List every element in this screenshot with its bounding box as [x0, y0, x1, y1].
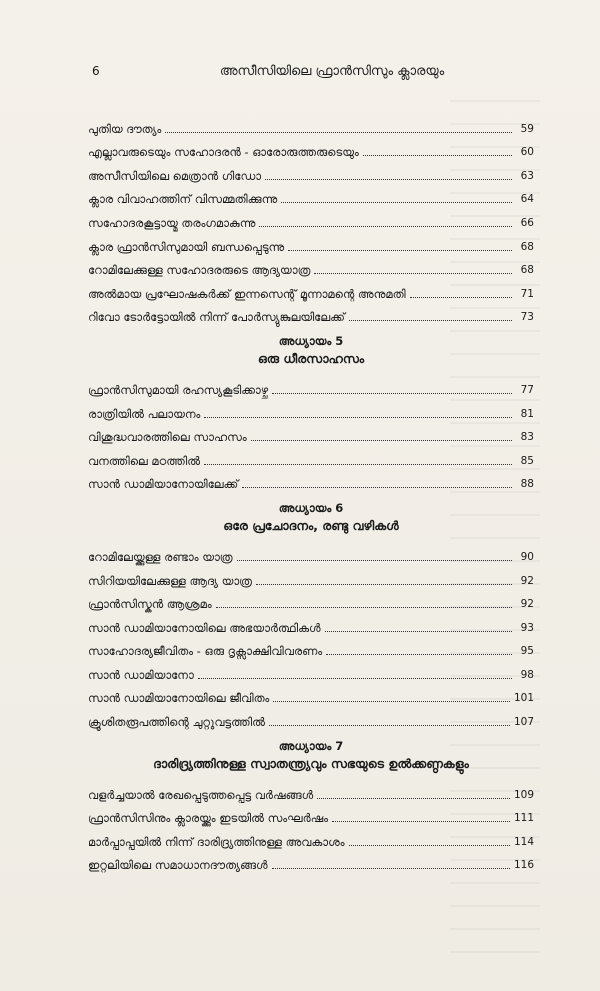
toc-entry: [88, 277, 534, 301]
book-title: അസീസിയിലെ ഫ്രാൻസിസും ക്ലാരയും: [219, 64, 445, 79]
running-head: [92, 64, 532, 84]
toc-entry-title: ക്ലാര വിവാഹത്തിന് വിസമ്മതിക്കുന്നു: [88, 192, 278, 207]
toc-entry-title: ഇറ്റലിയിലെ സമാധാനദൗത്യങ്ങൾ: [88, 858, 268, 873]
toc-entry: [88, 802, 534, 826]
chapter-number: അധ്യായം 7: [278, 739, 344, 754]
toc-entry: [88, 611, 534, 635]
toc-entry-page: 68: [520, 264, 534, 277]
toc-entry: [88, 682, 534, 706]
toc-entry-title: ഫ്രാൻസിസുമായി രഹസ്യകൂടിക്കാഴ്ച: [88, 382, 269, 397]
toc-entry-page: 83: [520, 431, 534, 444]
dot-leader: [363, 155, 512, 156]
toc-entry: [88, 301, 534, 325]
dot-leader: [259, 226, 512, 227]
dot-leader: [251, 440, 512, 441]
toc-entry-page: 68: [520, 240, 534, 253]
dot-leader: [332, 821, 510, 822]
dot-leader: [281, 202, 512, 203]
page-number: 6: [92, 64, 100, 78]
toc-entry-page: 63: [520, 169, 534, 182]
chapter-title: ഒരു ധീരസാഹസം: [257, 351, 365, 367]
toc-entry-title: ഫ്രാൻസിസിനും ക്ലാരയ്ക്കും ഇടയിൽ സംഘർഷം: [88, 811, 329, 826]
toc-entry-page: 60: [520, 146, 534, 159]
toc-entry-title: ക്ലാര ഫ്രാൻസിസുമായി ബന്ധപ്പെടുന്നു: [88, 239, 285, 254]
dot-leader: [325, 631, 512, 632]
toc-entry-page: 109: [513, 788, 534, 801]
toc-entry-page: 77: [520, 383, 534, 396]
toc-entry: [88, 825, 534, 849]
toc-entry-title: ഫ്രാൻസിസ്കൻ ആശ്രമം: [88, 597, 212, 612]
dot-leader: [204, 417, 512, 418]
dot-leader: [242, 487, 512, 488]
toc-entry-page: 98: [520, 668, 534, 681]
dot-leader: [256, 584, 512, 585]
toc-entry: [88, 468, 534, 492]
toc-entry-title: രാത്രിയിൽ പലായനം: [88, 406, 201, 421]
chapter-number: അധ്യായം 6: [278, 501, 344, 516]
toc-entry: [88, 849, 534, 873]
toc-entry-page: 90: [520, 550, 534, 563]
toc-entry: [88, 159, 534, 183]
toc-entry-page: 111: [513, 812, 534, 825]
toc-entry-title: സാൻ ഡാമിയാനോയിലേക്ക്: [88, 477, 239, 492]
table-of-contents: [88, 112, 534, 872]
toc-entry-page: 73: [520, 311, 534, 324]
dot-leader: [272, 393, 512, 394]
toc-entry-title: പുതിയ ദൗത്യം: [88, 121, 162, 136]
toc-entry-page: 85: [520, 454, 534, 467]
toc-entry-title: വിശുദ്ധവാരത്തിലെ സാഹസം: [88, 430, 247, 445]
chapter-heading: [88, 334, 534, 369]
toc-entry: [88, 658, 534, 682]
toc-entry-page: 88: [520, 478, 534, 491]
dot-leader: [326, 654, 512, 655]
toc-entry-page: 71: [520, 287, 534, 300]
toc-entry-page: 107: [513, 716, 534, 729]
dot-leader: [273, 701, 510, 702]
toc-entry-title: സാൻ ഡാമിയാനോയിലെ അഭയാർത്ഥികൾ: [88, 620, 321, 635]
toc-entry-title: എല്ലാവരുടെയും സഹോദരൻ - ഓരോരുത്തരുടെയും: [88, 145, 359, 160]
toc-entry: [88, 230, 534, 254]
toc-entry: [88, 112, 534, 136]
toc-entry-page: 101: [513, 692, 534, 705]
toc-entry-page: 93: [520, 621, 534, 634]
toc-entry: [88, 421, 534, 445]
toc-entry: [88, 373, 534, 397]
dot-leader: [269, 725, 510, 726]
toc-entry-title: സാൻ ഡാമിയാനോയിലെ ജീവിതം: [88, 691, 270, 706]
dot-leader: [216, 607, 512, 608]
chapter-number: അധ്യായം 5: [278, 334, 344, 349]
toc-entry: [88, 444, 534, 468]
toc-entry-title: റിവോ ടോർട്ടോയിൽ നിന്ന് പോർസ്യുങ്കുലയിലേക്ക്: [88, 310, 345, 325]
dot-leader: [265, 179, 512, 180]
toc-entry-title: അസീസിയിലെ മെത്രാൻ ഗിഡോ: [88, 168, 262, 183]
toc-entry-page: 95: [520, 645, 534, 658]
toc-entry: [88, 183, 534, 207]
toc-entry-title: വളർച്ചയാൽ രേഖപ്പെടുത്തപ്പെട്ട വർഷങ്ങൾ: [88, 787, 314, 802]
toc-entry: [88, 564, 534, 588]
toc-entry: [88, 136, 534, 160]
toc-entry-title: അൽമായ പ്രഘോഷകർക്ക് ഇന്നസെന്റ് മൂന്നാമന്റെ അനുമതി: [88, 286, 406, 301]
toc-entry-title: റോമിലേയ്ക്കുള്ള രണ്ടാം യാത്ര: [88, 549, 233, 564]
toc-entry-page: 81: [520, 407, 534, 420]
toc-entry: [88, 588, 534, 612]
toc-entry-title: ക്രൂശിതരൂപത്തിന്റെ ചുറ്റുവട്ടത്തിൽ: [88, 715, 265, 730]
toc-entry-title: സാൻ ഡാമിയാനോ: [88, 667, 194, 682]
toc-entry-page: 92: [520, 598, 534, 611]
dot-leader: [204, 464, 512, 465]
toc-entry-title: സിറിയയിലേക്കുള്ള ആദ്യ യാത്ര: [88, 573, 252, 588]
toc-entry-title: റോമിലേക്കുള്ള സഹോദരരുടെ ആദ്യയാത്ര: [88, 263, 311, 278]
toc-entry-page: 116: [513, 859, 534, 872]
dot-leader: [288, 250, 512, 251]
toc-entry-page: 64: [520, 193, 534, 206]
toc-entry-page: 114: [513, 835, 534, 848]
dot-leader: [272, 868, 510, 869]
chapter-title: ദാരിദ്ര്യത്തിനുള്ള സ്വാതന്ത്ര്യവും സഭയുടെ ഉൽക്കണ്ഠകളും: [153, 756, 469, 772]
dot-leader: [349, 320, 512, 321]
toc-entry-page: 59: [520, 122, 534, 135]
dot-leader: [314, 273, 512, 274]
dot-leader: [349, 845, 510, 846]
toc-entry-page: 66: [520, 216, 534, 229]
toc-entry: [88, 635, 534, 659]
dot-leader: [237, 560, 512, 561]
toc-entry: [88, 397, 534, 421]
chapter-heading: [88, 501, 534, 536]
dot-leader: [198, 678, 512, 679]
toc-entry-title: സഹോദരകൂട്ടായ്മ തരംഗമാകുന്നു: [88, 215, 256, 230]
toc-entry-page: 92: [520, 574, 534, 587]
toc-entry: [88, 206, 534, 230]
toc-entry-title: സാഹോദര്യജീവിതം - ഒരു ദൃക്സാക്ഷിവിവരണം: [88, 644, 323, 659]
toc-entry: [88, 540, 534, 564]
chapter-heading: [88, 739, 534, 774]
toc-entry: [88, 705, 534, 729]
dot-leader: [410, 297, 512, 298]
toc-entry: [88, 778, 534, 802]
toc-entry-title: മാർപ്പാപ്പയിൽ നിന്ന് ദാരിദ്ര്യത്തിനുള്ള അവകാശം: [88, 834, 345, 849]
toc-entry: [88, 254, 534, 278]
dot-leader: [165, 132, 512, 133]
dot-leader: [317, 798, 510, 799]
toc-entry-title: വനത്തിലെ മഠത്തിൽ: [88, 453, 201, 468]
chapter-title: ഒരേ പ്രചോദനം, രണ്ടു വഴികൾ: [223, 518, 399, 534]
